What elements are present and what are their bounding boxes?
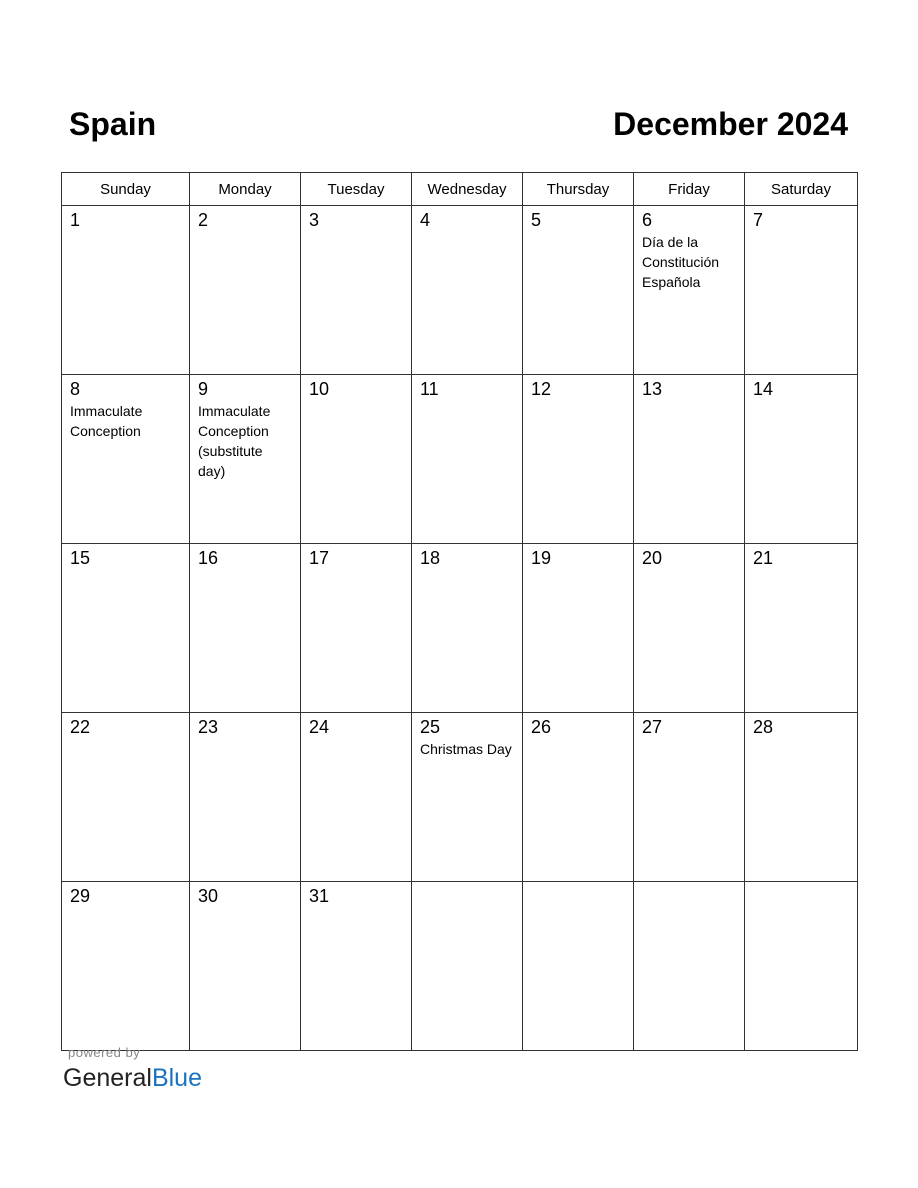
day-cell <box>301 375 412 544</box>
day-number: 21 <box>753 548 774 568</box>
generalblue-logo[interactable] <box>63 1062 202 1094</box>
day-number: 15 <box>70 548 91 568</box>
day-number: 23 <box>198 717 219 737</box>
day-cell <box>634 206 745 375</box>
day-cell <box>745 544 858 713</box>
day-number: 2 <box>198 210 209 230</box>
day-number: 27 <box>642 717 663 737</box>
day-cell <box>634 375 745 544</box>
day-cell <box>301 713 412 882</box>
brand-blue-text: Blue <box>151 1064 202 1092</box>
day-cell <box>62 882 190 1051</box>
day-cell <box>190 544 301 713</box>
day-number: 17 <box>309 548 330 568</box>
week-row <box>62 713 858 882</box>
day-number: 5 <box>531 210 542 230</box>
day-cell <box>190 206 301 375</box>
week-row <box>62 206 858 375</box>
country-title: Spain <box>69 106 157 142</box>
holiday-label: Christmas Day <box>420 741 512 757</box>
day-cell <box>634 882 745 1051</box>
day-cell <box>301 206 412 375</box>
day-cell <box>62 375 190 544</box>
day-cell <box>412 206 523 375</box>
day-cell <box>745 375 858 544</box>
week-row <box>62 544 858 713</box>
calendar-grid <box>61 172 858 1051</box>
day-number: 22 <box>70 717 91 737</box>
weekday-saturday: Saturday <box>745 173 858 206</box>
day-cell <box>634 713 745 882</box>
day-number: 6 <box>642 210 653 230</box>
day-number: 13 <box>642 379 663 399</box>
weekday-tuesday: Tuesday <box>301 173 412 206</box>
day-number: 25 <box>420 717 441 737</box>
day-number: 3 <box>309 210 320 230</box>
weekday-header-row <box>62 173 858 206</box>
day-cell <box>190 882 301 1051</box>
day-cell <box>301 882 412 1051</box>
day-number: 26 <box>531 717 552 737</box>
day-cell <box>523 713 634 882</box>
day-number: 9 <box>198 379 209 399</box>
week-row <box>62 375 858 544</box>
day-cell <box>62 713 190 882</box>
month-title: December 2024 <box>613 106 848 142</box>
day-number: 11 <box>420 379 439 399</box>
weekday-sunday: Sunday <box>62 173 190 206</box>
day-cell <box>62 206 190 375</box>
day-cell <box>412 713 523 882</box>
day-number: 14 <box>753 379 774 399</box>
day-number: 10 <box>309 379 330 399</box>
day-cell <box>190 375 301 544</box>
day-number: 1 <box>70 210 81 230</box>
weekday-wednesday: Wednesday <box>412 173 523 206</box>
day-cell <box>745 713 858 882</box>
day-number: 24 <box>309 717 330 737</box>
weekday-monday: Monday <box>190 173 301 206</box>
day-cell <box>190 713 301 882</box>
weekday-friday: Friday <box>634 173 745 206</box>
day-number: 20 <box>642 548 663 568</box>
day-number: 16 <box>198 548 219 568</box>
day-number: 31 <box>309 886 330 906</box>
day-cell <box>745 206 858 375</box>
day-number: 30 <box>198 886 219 906</box>
day-cell <box>523 882 634 1051</box>
day-cell <box>523 375 634 544</box>
day-cell <box>523 206 634 375</box>
day-cell <box>301 544 412 713</box>
holiday-label: Immaculate Conception <box>70 403 143 439</box>
day-number: 12 <box>531 379 552 399</box>
day-number: 4 <box>420 210 431 230</box>
day-cell <box>412 882 523 1051</box>
day-number: 18 <box>420 548 441 568</box>
day-cell <box>62 544 190 713</box>
day-cell <box>523 544 634 713</box>
holiday-label: Día de la Constitución Española <box>642 234 720 290</box>
powered-by-label: powered by <box>68 1045 141 1060</box>
day-cell <box>634 544 745 713</box>
day-number: 28 <box>753 717 774 737</box>
day-number: 8 <box>70 379 81 399</box>
week-row <box>62 882 858 1051</box>
day-cell <box>412 544 523 713</box>
day-number: 19 <box>531 548 552 568</box>
day-cell <box>412 375 523 544</box>
brand-general-text: General <box>63 1064 152 1092</box>
day-number: 29 <box>70 886 91 906</box>
day-number: 7 <box>753 210 764 230</box>
holiday-label: Immaculate Conception (substitute day) <box>198 403 271 479</box>
day-cell <box>745 882 858 1051</box>
weekday-thursday: Thursday <box>523 173 634 206</box>
